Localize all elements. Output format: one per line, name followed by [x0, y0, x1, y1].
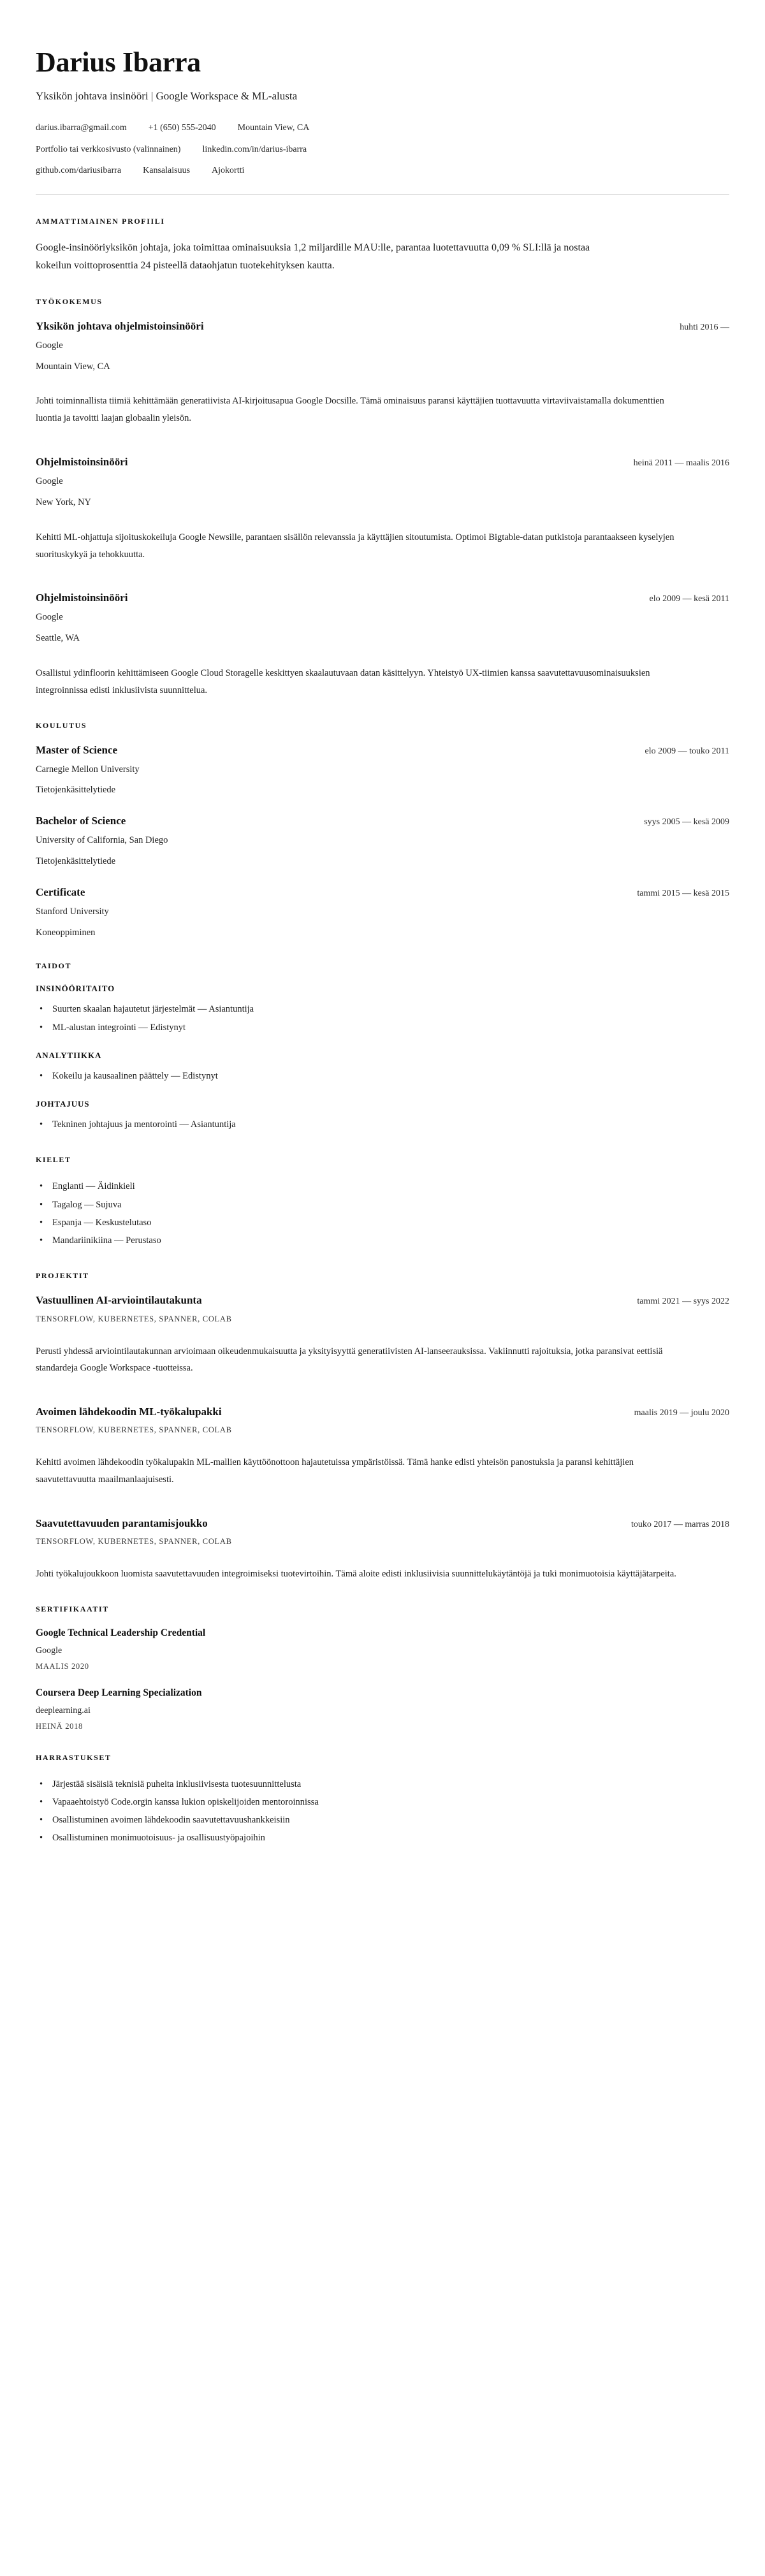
contact-row — [36, 143, 729, 157]
contact-location: Mountain View, CA — [237, 122, 310, 133]
section-skills — [36, 961, 729, 1133]
education-school: Carnegie Mellon University — [36, 764, 140, 775]
experience-item — [36, 455, 729, 563]
entry-spacer — [36, 1394, 729, 1405]
project-item-head — [36, 1293, 729, 1307]
skill-item: • Tekninen johtajuus ja mentorointi — Asiantuntija — [36, 1116, 729, 1133]
skill-group — [36, 1051, 729, 1085]
contact-driving-license: Ajokortti — [212, 166, 245, 176]
education-item-head — [36, 743, 729, 757]
education-item — [36, 743, 729, 798]
hobby-item: • Osallistuminen avoimen lähdekoodin saavutettavuushankkeisiin — [36, 1811, 729, 1829]
section-title-experience: TYÖKOKEMUS — [36, 296, 103, 306]
experience-item — [36, 591, 729, 699]
contact-phone[interactable]: +1 (650) 555-2040 — [148, 122, 216, 133]
skill-group-title: ANALYTIIKKA — [36, 1050, 102, 1060]
experience-description: Kehitti ML-ohjattuja sijoituskokeiluja Google Newsille, parantaen sisällön relevanssia ja käyttäjien sitoutumista. Optimoi Bigtable-datan putkistoja parantaakseen kyselyjen suorituskykyä ja tehokkuutta. — [36, 532, 674, 560]
contact-linkedin[interactable]: linkedin.com/in/darius-ibarra — [202, 144, 307, 154]
language-item: • Mandariinikiina — Perustaso — [36, 1232, 729, 1249]
section-summary — [36, 217, 729, 275]
project-description: Perusti yhdessä arviointilautakunnan arvioimaan oikeudenmukaisuutta ja yksityisyyttä generatiivisten AI-lanseerauksissa. Vakiinnutti rajoituksia, jotka paransivat eettisiä standardeja Google Workspace -tuotteissa. — [36, 1346, 663, 1374]
education-dates: syys 2005 — kesä 2009 — [644, 817, 729, 827]
project-description: Johti työkalujoukkoon luomista saavutettavuuden integroimiseksi tuotevirtoihin. Tämä aloite edisti inklusiivisia suunnittelukäytäntöjä ja tuki monimuotoisia käyttäjätarpeita. — [36, 1568, 676, 1579]
skill-item: • ML-alustan integrointi — Edistynyt — [36, 1019, 729, 1037]
skill-group-title: INSINÖÖRITAITO — [36, 984, 115, 994]
hobby-list — [36, 1775, 729, 1847]
hobby-item: • Vapaaehtoistyö Code.orgin kanssa lukion opiskelijoiden mentoroinnissa — [36, 1793, 729, 1811]
skill-group — [36, 1099, 729, 1133]
resume-header — [36, 47, 729, 195]
contact-email[interactable]: darius.ibarra@gmail.com — [36, 122, 127, 133]
header-divider — [36, 194, 729, 195]
experience-item-head — [36, 319, 729, 333]
project-name: Vastuullinen AI-arviointilautakunta — [36, 1294, 202, 1307]
experience-company: Google — [36, 340, 63, 351]
experience-role: Ohjelmistoinsinööri — [36, 592, 128, 604]
education-item-head — [36, 885, 729, 899]
entry-spacer — [36, 444, 729, 455]
project-item-head — [36, 1405, 729, 1419]
language-item: • Tagalog — Sujuva — [36, 1196, 729, 1214]
skill-item: • Kokeilu ja kausaalinen päättely — Edistynyt — [36, 1067, 729, 1085]
certification-item — [36, 1687, 729, 1731]
section-title-education: KOULUTUS — [36, 720, 87, 730]
education-degree: Certificate — [36, 885, 85, 898]
project-tech: TENSORFLOW, KUBERNETES, SPANNER, COLAB — [36, 1314, 232, 1323]
section-projects — [36, 1271, 729, 1582]
language-list — [36, 1177, 729, 1249]
certification-date: HEINÄ 2018 — [36, 1721, 84, 1731]
page-title: Darius Ibarra — [36, 47, 201, 78]
section-education — [36, 721, 729, 940]
section-certifications — [36, 1605, 729, 1731]
contact-citizenship: Kansalaisuus — [143, 166, 191, 176]
certification-name: Coursera Deep Learning Specialization — [36, 1687, 202, 1698]
project-description: Kehitti avoimen lähdekoodin työkalupakin ML-mallien käyttöönottoon hajautetuissa ympäristöissä. Tämä hanke edisti yhteisön panostuksia ja paransi kehittäjien saavutettavuutta maailmanlaajuisesti. — [36, 1457, 634, 1485]
contact-row — [36, 164, 729, 178]
experience-item-head — [36, 591, 729, 605]
project-name: Saavutettavuuden parantamisjoukko — [36, 1517, 208, 1529]
hobby-item: • Osallistuminen monimuotoisuus- ja osallisuustyöpajoihin — [36, 1829, 729, 1847]
section-experience — [36, 297, 729, 699]
project-dates: touko 2017 — marras 2018 — [631, 1519, 729, 1529]
experience-dates: elo 2009 — kesä 2011 — [649, 594, 729, 604]
experience-location: New York, NY — [36, 497, 92, 507]
experience-role: Ohjelmistoinsinööri — [36, 456, 128, 469]
project-dates: maalis 2019 — joulu 2020 — [634, 1408, 729, 1418]
certification-issuer: deeplearning.ai — [36, 1705, 91, 1715]
section-hobbies — [36, 1753, 729, 1847]
education-item — [36, 814, 729, 869]
contact-portfolio[interactable]: Portfolio tai verkkosivusto (valinnainen) — [36, 144, 181, 154]
education-item — [36, 885, 729, 940]
project-item-head — [36, 1517, 729, 1531]
contact-row — [36, 121, 729, 135]
experience-description: Osallistui ydinfloorin kehittämiseen Google Cloud Storagelle keskittyen skaalautuvaan datan käsittelyyn. Yhteistyö UX-tiimien kanssa saavutettavuusominaisuuksien integroinnissa edisti inklusiivista suunnittelua. — [36, 667, 650, 695]
certification-date: MAALIS 2020 — [36, 1661, 89, 1671]
skill-list — [36, 1067, 729, 1085]
education-field: Tietojenkäsittelytiede — [36, 855, 116, 866]
experience-item-head — [36, 455, 729, 469]
section-title-certifications: SERTIFIKAATIT — [36, 1604, 109, 1613]
education-dates: tammi 2015 — kesä 2015 — [637, 888, 729, 898]
education-field: Koneoppiminen — [36, 927, 96, 938]
certification-issuer: Google — [36, 1645, 62, 1655]
education-field: Tietojenkäsittelytiede — [36, 785, 116, 796]
education-dates: elo 2009 — touko 2011 — [645, 746, 729, 756]
experience-role: Yksikön johtava ohjelmistoinsinööri — [36, 319, 204, 332]
skill-group — [36, 984, 729, 1037]
experience-company: Google — [36, 612, 63, 623]
section-title-skills: TAIDOT — [36, 961, 72, 971]
contact-github[interactable]: github.com/dariusibarra — [36, 166, 122, 176]
experience-dates: heinä 2011 — maalis 2016 — [633, 458, 729, 469]
certification-name: Google Technical Leadership Credential — [36, 1627, 206, 1638]
project-item — [36, 1405, 729, 1488]
summary-text: Google-insinööriyksikön johtaja, joka toimittaa ominaisuuksia 1,2 miljardille MAU:lle, parantaa luotettavuutta 0,09 % SLI:llä ja nostaa kokeilun voittoprosenttia 24 pisteellä dataohjatun tuotekehityksen kautta. — [36, 242, 590, 272]
hobby-item: • Järjestää sisäisiä teknisiä puheita inklusiivisesta tuotesuunnittelusta — [36, 1775, 729, 1793]
skill-group-title: JOHTAJUUS — [36, 1099, 90, 1109]
project-tech: TENSORFLOW, KUBERNETES, SPANNER, COLAB — [36, 1536, 232, 1546]
project-tech: TENSORFLOW, KUBERNETES, SPANNER, COLAB — [36, 1425, 232, 1435]
entry-spacer — [36, 579, 729, 591]
education-school: University of California, San Diego — [36, 835, 168, 846]
education-school: Stanford University — [36, 906, 109, 917]
skill-list — [36, 1116, 729, 1133]
skill-item: • Suurten skaalan hajautetut järjestelmät — Asiantuntija — [36, 1000, 729, 1018]
project-name: Avoimen lähdekoodin ML-työkalupakki — [36, 1406, 222, 1418]
experience-dates: huhti 2016 — — [680, 322, 729, 332]
project-dates: tammi 2021 — syys 2022 — [637, 1297, 729, 1307]
project-item — [36, 1517, 729, 1583]
education-degree: Bachelor of Science — [36, 815, 126, 827]
experience-company: Google — [36, 476, 63, 487]
language-item: • Englanti — Äidinkieli — [36, 1177, 729, 1195]
experience-location: Mountain View, CA — [36, 361, 110, 372]
experience-description: Johti toiminnallista tiimiä kehittämään generatiivista AI-kirjoitusapua Google Docsille. Tämä ominaisuus paransi käyttäjien tuottavuutta virtaviivaistamalla dokumenttien luontia ja tavoitti laajan globaalin yleisön. — [36, 396, 664, 424]
experience-location: Seattle, WA — [36, 633, 80, 644]
entry-spacer — [36, 1505, 729, 1517]
experience-item — [36, 319, 729, 427]
certification-item — [36, 1627, 729, 1671]
language-item: • Espanja — Keskustelutaso — [36, 1214, 729, 1232]
skill-list — [36, 1000, 729, 1037]
education-item-head — [36, 814, 729, 828]
section-title-hobbies: HARRASTUKSET — [36, 1752, 112, 1762]
project-item — [36, 1293, 729, 1377]
section-title-summary: AMMATTIMAINEN PROFIILI — [36, 216, 165, 226]
section-title-projects: PROJEKTIT — [36, 1271, 89, 1281]
contact-block — [36, 121, 729, 178]
section-languages — [36, 1155, 729, 1249]
headline: Yksikön johtava insinööri | Google Workspace & ML-alusta — [36, 90, 298, 103]
section-title-languages: KIELET — [36, 1155, 71, 1165]
education-degree: Master of Science — [36, 743, 118, 756]
